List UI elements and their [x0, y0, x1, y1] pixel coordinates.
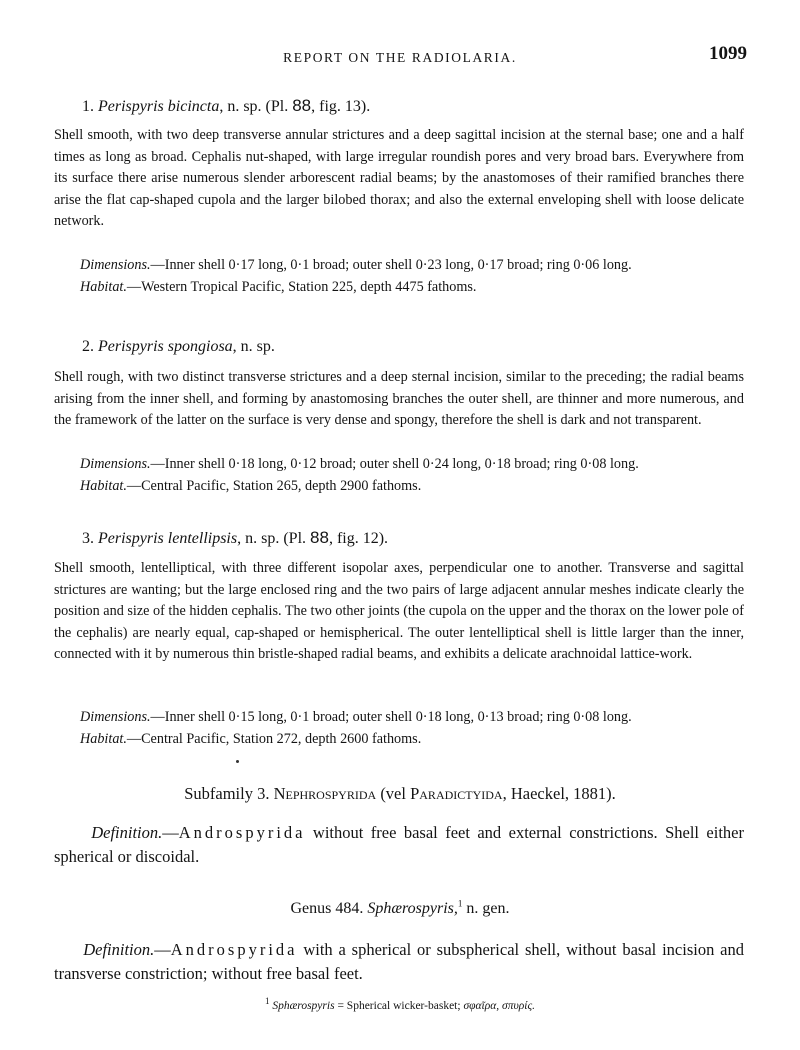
species-2-heading — [82, 338, 275, 356]
species-2-habitat — [80, 476, 746, 498]
species-1-dimensions — [80, 255, 746, 277]
subfamily-definition-label: Definition. — [91, 823, 163, 842]
species-1-habitat-label: Habitat. — [80, 279, 127, 295]
species-3-plate-pre: (Pl. — [283, 530, 311, 547]
subfamily-definition-text: without free basal feet and external constrictions. Shell either spherical or discoidal. — [54, 823, 744, 866]
species-2-habitat-text: —Central Pacific, Station 265, depth 2900 fathoms. — [126, 478, 422, 494]
species-3-heading — [82, 528, 388, 548]
species-3-suffix: , n. sp. — [237, 530, 280, 547]
genus-footnote-mark: 1 — [457, 898, 463, 909]
species-2-dimensions — [80, 454, 746, 476]
footnote-term: Sphærospyris — [272, 1000, 335, 1012]
species-2-dimensions-text: —Inner shell 0·18 long, 0·12 broad; outer shell 0·24 long, 0·18 broad; ring 0·08 long. — [150, 456, 639, 472]
species-2-description: Shell rough, with two distinct transverse strictures and a deep sternal incision, similar to the preceding; the radial beams arising from the inner shell, and forming by anastomosing branches the outer shell, are thinner and more numerous, and the framework of the latter on the surface is very dense and spongy, therefore the shell is dark and not transparent. — [54, 369, 744, 429]
species-1-description: Shell smooth, with two deep transverse annular strictures and a deep sagittal incision at the sternal base; one and a half times as long as broad. Cephalis nut-shaped, with large irregular roundish pores and very broad bars. Everywhere from its surface there arise numerous slender arborescent radial beams; by the anastomoses of their ramified branches there arise the flat cap-shaped cupola and the larger bilobed thorax; and also the external enveloping shell with loose delicate network. — [54, 127, 744, 230]
species-3-plate-number: 88 — [310, 528, 329, 547]
species-3-plate-post: , fig. 12). — [328, 530, 389, 547]
subfamily-prefix: Subfamily 3. — [184, 784, 274, 803]
species-1-suffix: , n. sp. — [219, 98, 262, 115]
species-3-habitat-text: —Central Pacific, Station 272, depth 2600 fathoms. — [126, 731, 422, 747]
species-2-number: 2. — [82, 338, 94, 355]
running-title: REPORT ON THE RADIOLARIA. — [283, 50, 517, 65]
footnote-mark: 1 — [264, 996, 270, 1007]
species-3-dimensions-label: Dimensions. — [80, 709, 151, 725]
species-2-name: Perispyris spongiosa — [98, 338, 233, 355]
species-1-number: 1. — [82, 98, 94, 115]
subfamily-suffix: , Haeckel, 1881). — [502, 784, 616, 803]
subfamily-alt-name: Paradictyida — [410, 784, 503, 803]
genus-heading — [0, 900, 800, 918]
subfamily-definition-dash: — — [162, 823, 179, 842]
species-2-suffix: , n. sp. — [232, 338, 275, 355]
species-2-habitat-label: Habitat. — [80, 478, 127, 494]
species-1-dimensions-label: Dimensions. — [80, 257, 151, 273]
species-1-heading — [82, 96, 370, 116]
genus-suffix: n. gen. — [462, 900, 510, 917]
species-3-habitat-label: Habitat. — [80, 731, 127, 747]
genus-definition-text: with a spherical or subspherical shell, without basal incision and transverse constriction; without free basal feet. — [54, 940, 744, 983]
subfamily-definition-term: Androspyrida — [178, 823, 306, 842]
subfamily-definition — [54, 821, 744, 869]
page-number: 1099 — [709, 43, 747, 64]
species-1-dimensions-text: —Inner shell 0·17 long, 0·1 broad; outer shell 0·23 long, 0·17 broad; ring 0·06 long. — [150, 257, 632, 273]
footnote-text: = Spherical wicker-basket; — [334, 1000, 464, 1012]
print-speck — [236, 760, 239, 763]
genus-definition — [54, 938, 744, 986]
species-3-number: 3. — [82, 530, 94, 547]
species-2-dimensions-label: Dimensions. — [80, 456, 151, 472]
footnote — [0, 996, 800, 1012]
genus-definition-term: Androspyrida — [170, 940, 298, 959]
genus-definition-label: Definition. — [83, 940, 155, 959]
subfamily-name: Nephrospyrida — [273, 784, 377, 803]
species-3-dimensions — [80, 707, 746, 729]
species-3-description: Shell smooth, lentelliptical, with three different isopolar axes, perpendicular one to another. Transverse and sagittal strictures are wanting; but the large enclosed ring and the two pairs of large adjacent annular meshes indicate clearly the position and size of the hidden cephalis. The two other joints (the cupola on the upper and the thorax on the lower pole of the cephalis) are nearly equal, cap-shaped or hemispherical. The outer lentelliptical shell is little larger than the inner, connected with it by numerous thin bristle-shaped radial beams, and exhibits a delicate arachnoidal lattice-work. — [54, 560, 744, 663]
species-1-habitat-text: —Western Tropical Pacific, Station 225, depth 4475 fathoms. — [126, 279, 477, 295]
genus-prefix: Genus 484. — [290, 900, 368, 917]
species-3-name: Perispyris lentellipsis — [98, 530, 238, 547]
genus-name: Sphærospyris, — [367, 900, 458, 917]
subfamily-heading — [0, 784, 800, 804]
species-1-plate-pre: (Pl. — [265, 98, 293, 115]
species-3-habitat — [80, 729, 746, 751]
species-1-plate-post: , fig. 13). — [311, 98, 371, 115]
species-1-plate-number: 88 — [292, 96, 312, 115]
species-1-name: Perispyris bicincta — [98, 98, 220, 115]
subfamily-mid: (vel — [376, 784, 411, 803]
species-3-dimensions-text: —Inner shell 0·15 long, 0·1 broad; outer shell 0·18 long, 0·13 broad; ring 0·08 long. — [150, 709, 632, 725]
species-1-habitat — [80, 277, 746, 299]
footnote-greek: σφαῖρα, σπυρίς. — [463, 1000, 535, 1012]
genus-definition-dash: — — [154, 940, 171, 959]
